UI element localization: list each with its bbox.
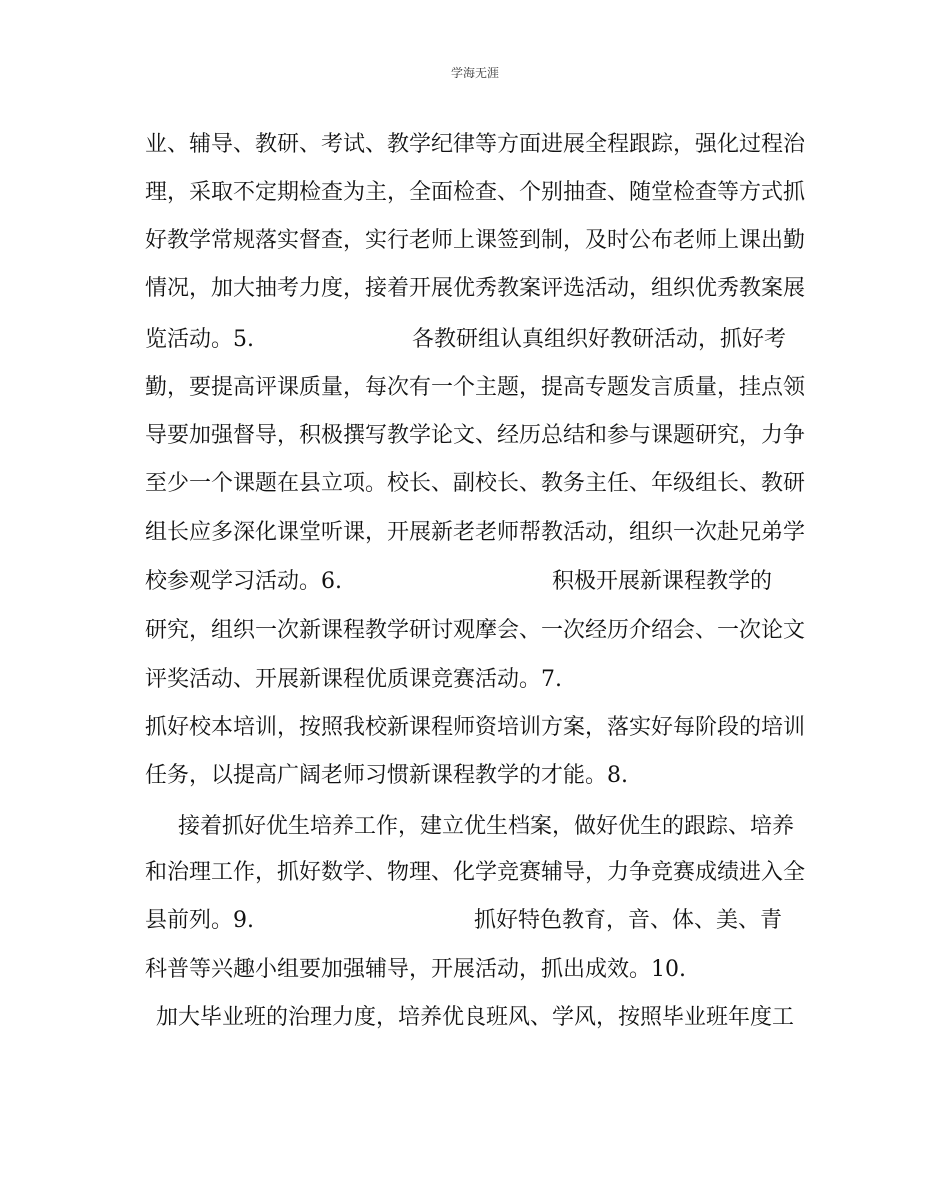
text-line: 研究，组织一次新课程教学研讨观摩会、一次经历介绍会、一次论文 [145, 618, 806, 643]
text-segment: 县前列。9. [145, 908, 254, 933]
text-line [145, 907, 782, 935]
text-line: 科普等兴趣小组要加强辅导，开展活动，抓出成效。10. [145, 957, 686, 982]
text-line [145, 326, 786, 354]
text-segment: 抓好特色教育，音、体、美、青 [474, 908, 783, 933]
text-line: 和治理工作，抓好数学、物理、化学竞赛辅导，力争竞赛成绩进入全 [145, 860, 806, 885]
text-segment: 览活动。5. [145, 327, 254, 352]
text-line: 好教学常规落实督查，实行老师上课签到制，及时公布老师上课出勤 [145, 228, 806, 253]
text-segment: 积极开展新课程教学的 [552, 569, 773, 594]
text-line: 情况，加大抽考力度，接着开展优秀教案评选活动，组织优秀教案展 [145, 276, 806, 301]
text-line: 组长应多深化课堂听课，开展新老老师帮教活动，组织一次赴兄弟学 [145, 520, 806, 545]
text-line: 加大毕业班的治理力度，培养优良班风、学风，按照毕业班年度工 [156, 1005, 795, 1030]
text-line: 导要加强督导，积极撰写教学论文、经历总结和参与课题研究，力争 [145, 423, 806, 448]
text-line: 勤，要提高评课质量，每次有一个主题，提高专题发言质量，挂点领 [145, 375, 806, 400]
text-line: 业、辅导、教研、考试、教学纪律等方面进展全程跟踪，强化过程治 [145, 132, 806, 157]
text-line: 任务，以提高广阔老师习惯新课程教学的才能。8. [145, 763, 628, 788]
page-header: 学海无涯 [450, 66, 499, 80]
text-line: 至少一个课题在县立项。校长、副校长、教务主任、年级组长、教研 [145, 471, 806, 496]
text-line: 接着抓好优生培养工作，建立优生档案，做好优生的跟踪、培养 [178, 814, 795, 839]
text-line: 评奖活动、开展新课程优质课竞赛活动。7. [145, 667, 562, 692]
text-segment: 各教研组认真组织好教研活动，抓好考 [412, 327, 787, 352]
text-line: 抓好校本培训，按照我校新课程师资培训方案，落实好每阶段的培训 [145, 715, 806, 740]
text-line: 理，采取不定期检查为主，全面检查、个别抽查、随堂检查等方式抓 [145, 180, 806, 205]
text-segment: 校参观学习活动。6. [145, 569, 342, 594]
text-line [145, 568, 772, 596]
